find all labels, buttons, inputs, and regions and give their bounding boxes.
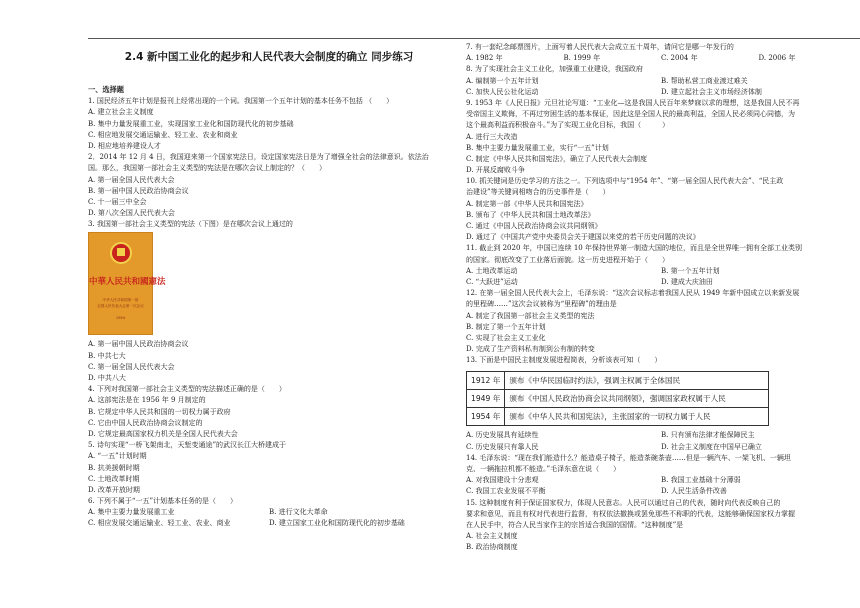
question-10-line1: 10. 抓关键词是历史学习的方法之一。下列选项中与“1954 年”、“第一届全国人民代表大会”、“民主政 xyxy=(466,177,784,186)
option-2a: A. 第一届全国人民代表大会 xyxy=(88,175,175,184)
option-8b: B. 帮助私营工商业渡过难关 xyxy=(661,76,748,85)
table-year: 1949 年 xyxy=(467,390,505,408)
option-13c: C. 历史发展只有靠人民 xyxy=(466,442,539,451)
table-event: 颁布《中华人民共和国宪法》，主张国家的一切权力属于人民 xyxy=(505,408,769,426)
question-3: 3. 我国第一部社会主义类型的宪法（下图）是在哪次会议上通过的 xyxy=(88,220,293,229)
democracy-timeline-table xyxy=(466,371,769,426)
question-1: 1. 国民经济五年计划是报刊上经常出现的一个词。我国第一个五年计划的基本任务不包括 （ ） xyxy=(88,97,394,106)
table-row xyxy=(467,408,769,426)
table-year: 1954 年 xyxy=(467,408,505,426)
option-3c: C. 第一届全国人民代表大会 xyxy=(88,362,175,371)
option-4d: D. 它规定最高国家权力机关是全国人民代表大会 xyxy=(88,429,238,438)
question-9-line1: 9. 1953 年《人民日报》元旦社论写道：“工业化—这是我国人民百年来梦寐以求的理想，这是我国人民不再 xyxy=(466,98,800,107)
option-6d: D. 建立国家工业化和国防现代化的初步基础 xyxy=(269,519,405,528)
option-8a: A. 编制第一个五年计划 xyxy=(466,76,539,85)
option-1c: C. 相应地发展交通运输业、轻工业、农业和商业 xyxy=(88,130,238,139)
option-1a: A. 建立社会主义制度 xyxy=(88,108,154,117)
question-12-line2: 的里程碑……”这次会议被称为“里程碑”的理由是 xyxy=(466,300,617,309)
option-1b: B. 集中力量发展重工业，实现国家工业化和国防现代化的初步基础 xyxy=(88,119,294,128)
table-row xyxy=(467,390,769,408)
option-9a: A. 进行三大改造 xyxy=(466,132,518,141)
option-15a: A. 社会主义制度 xyxy=(466,532,518,541)
option-13b: B. 只有颁布法律才能保障民主 xyxy=(661,431,755,440)
option-10c: C. 通过《中国人民政治协商会议共同纲领》 xyxy=(466,222,602,230)
option-10a: A. 制定第一部《中华人民共和国宪法》 xyxy=(466,199,588,208)
option-13d: D. 社会主义制度在中国早已确立 xyxy=(661,442,762,451)
left-column xyxy=(88,42,450,530)
question-6: 6. 下列不属于“一五”计划基本任务的是（ ） xyxy=(88,497,238,506)
option-4a: A. 这部宪法是在 1956 年 9 月制定的 xyxy=(88,396,206,405)
option-6b: B. 进行文化大革命 xyxy=(269,508,328,517)
question-11-line1: 11. 截止到 2020 年，中国已连续 10 年保持世界第一制造大国的地位，而且是全世界唯一拥有全部工业类别 xyxy=(466,244,802,253)
option-7a: A. 1982 年 xyxy=(466,54,503,63)
book-subtitle-1: 中华人民共和国第一届 xyxy=(102,298,139,303)
option-14c: C. 我国工农业发展不平衡 xyxy=(466,487,546,496)
option-6c: C. 相应发展交通运输业、轻工业、农业、商业 xyxy=(88,519,231,528)
table-row xyxy=(467,372,769,390)
question-2-line1: 2．2014 年 12 月 4 日，我国迎来第一个国家宪法日，设定国家宪法日是为了增强全社会的法律意识。依法治 xyxy=(88,153,429,162)
option-10b: B. 颁布了《中华人民共和国土地改革法》 xyxy=(466,210,595,219)
question-15-line3: 在人民手中，符合人民当家作主的宗旨适合我国的国情。“这种制度”是 xyxy=(466,520,684,529)
constitution-book-image xyxy=(88,232,166,335)
question-12-line1: 12. 在第一届全国人民代表大会上，毛泽东说：“这次会议标志着我国人民从 1949 年新中国成立以来新发展 xyxy=(466,289,800,298)
question-14-line2: 克、一辆拖拉机都不能造。”毛泽东意在说（ ） xyxy=(466,465,621,473)
option-2d: D. 第八次全国人民代表大会 xyxy=(88,209,175,218)
table-event: 颁布《中国人民政治协商会议共同纲领》，强调国家政权属于人民 xyxy=(505,390,769,408)
question-15-line2: 要求和意见，而且有权对代表进行监督，有权依法撤换或罢免那些不称职的代表，这能够确保国家权力掌握 xyxy=(466,509,795,518)
option-12d: D. 完成了生产资料私有制到公有制的转变 xyxy=(466,345,595,354)
option-1d: D. 相应地培养建设人才 xyxy=(88,141,161,150)
option-9d: D. 开展反腐败斗争 xyxy=(466,166,525,175)
option-2b: B. 第一届中国人民政治协商会议 xyxy=(88,186,189,195)
book-year: 1954 xyxy=(115,316,126,321)
option-4b: B. 它规定中华人民共和国的一切权力属于政府 xyxy=(88,407,231,416)
option-7d: D. 2006 年 xyxy=(758,54,796,63)
option-4c: C. 它由中国人民政治协商会议制定的 xyxy=(88,418,203,427)
option-5d: D. 改革开放时期 xyxy=(88,485,140,494)
option-3d: D. 中共八大 xyxy=(88,374,126,383)
option-11c: C. “大跃进”运动 xyxy=(466,277,518,286)
question-5: 5. 诗句实现“一桥飞架南北，天堑变通途”的武汉长江大桥建成于 xyxy=(88,441,287,450)
question-9-line2: 受帝国主义欺侮，不再过穷困生活的基本保证，因此这是全国人民的最高利益，全国人民必须同心同德，为 xyxy=(466,110,795,119)
option-14a: A. 对我国建设十分悲观 xyxy=(466,476,539,485)
question-4: 4. 下列对我国第一部社会主义类型的宪法描述正确的是（ ） xyxy=(88,385,286,394)
option-12b: B. 制定了第一个五年计划 xyxy=(466,322,546,331)
option-12c: C. 实现了社会主义工业化 xyxy=(466,333,546,342)
option-14d: D. 人民生活条件改善 xyxy=(661,487,727,496)
option-14b: B. 我国工业基础十分薄弱 xyxy=(661,476,741,485)
option-15b: B. 政治协商制度 xyxy=(466,543,518,552)
right-column xyxy=(466,42,856,554)
option-7b: B. 1999 年 xyxy=(563,54,601,63)
option-12a: A. 制定了我国第一部社会主义类型的宪法 xyxy=(466,311,595,320)
option-11a: A. 土地改革运动 xyxy=(466,266,518,275)
book-title: 中華人民共和國憲法 xyxy=(89,277,166,288)
section-heading: 一、选择题 xyxy=(88,85,124,94)
option-11b: B. 第一个五年计划 xyxy=(661,266,720,275)
option-3b: B. 中共七大 xyxy=(88,351,126,360)
page-title: 2.4 新中国工业化的起步和人民代表大会制度的确立 同步练习 xyxy=(124,51,414,63)
option-5b: B. 抗美援朝时期 xyxy=(88,463,140,472)
option-9b: B. 集中主要力量发展重工业，实行“一五”计划 xyxy=(466,143,609,152)
option-8c: C. 加快人民公社化运动 xyxy=(466,87,539,96)
option-8d: D. 建立起社会主义市场经济体制 xyxy=(661,87,762,96)
question-8: 8. 为了实现社会主义工业化，加强重工业建设，我国政府 xyxy=(466,65,643,74)
book-subtitle-2: 全国人民代表大会第一次会议 xyxy=(97,304,144,309)
option-6a: A. 集中主要力量发展重工业 xyxy=(88,508,175,517)
question-9-line3: 这个最高利益而积极奋斗。”为了实现工业化目标，我国（ ） xyxy=(466,121,670,130)
question-14-line1: 14. 毛泽东说：“现在我们能造什么？能造桌子椅子，能造茶碗茶壶……但是一辆汽车、一架飞机、一辆坦 xyxy=(466,453,791,462)
question-2-line2: 国。那么，我国第一部社会主义类型的宪法是在哪次会议上制定的？（ ） xyxy=(88,164,326,173)
option-10d: D. 通过了《中国共产党中央委员会关于建国以来党的若干历史问题的决议》 xyxy=(466,233,700,242)
table-event: 颁布《中华民国临时约法》，强调主权属于全体国民 xyxy=(505,372,769,390)
option-13a: A. 历史发展具有延续性 xyxy=(466,431,539,440)
option-11d: D. 建成大庆油田 xyxy=(661,277,713,286)
table-year: 1912 年 xyxy=(467,372,505,390)
national-emblem-icon xyxy=(110,242,132,264)
option-9c: C. 制定《中华人民共和国宪法》，确立了人民代表大会制度 xyxy=(466,154,648,163)
option-3a: A. 第一届中国人民政治协商会议 xyxy=(88,340,189,349)
option-5c: C. 土地改革时期 xyxy=(88,474,140,483)
option-5a: A. “一五”计划时期 xyxy=(88,452,147,461)
option-7c: C. 2004 年 xyxy=(661,54,698,63)
question-10-line2: 治建设”等关键词相吻合的历史事件是（ ） xyxy=(466,188,610,197)
question-7: 7. 有一套纪念邮票图片，上面写着人民代表大会成立五十周年，请问它是哪一年发行的 xyxy=(466,43,734,51)
question-15-line1: 15. 这种制度有利于保证国家权力，体现人民意志。人民可以通过自己的代表，随时向代表反映自己的 xyxy=(466,498,781,507)
question-11-line2: 的国家。彻底改变了工业落后面貌。这一历史进程开始于（ ） xyxy=(466,255,669,264)
page-top-rule xyxy=(88,38,860,39)
question-13: 13. 下面是中国民主制度发展进程简表，分析该表可知（ ） xyxy=(466,356,662,365)
option-2c: C. 十一届三中全会 xyxy=(88,197,147,206)
